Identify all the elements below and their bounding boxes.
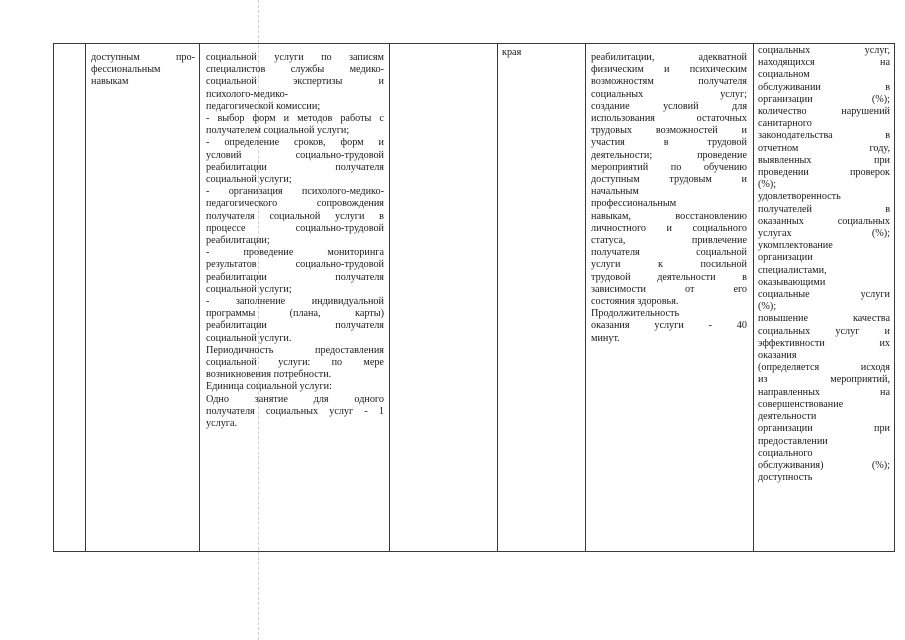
- text-line: (определяется исходя: [758, 362, 890, 374]
- text-line: социальной экспертизы и: [206, 76, 384, 88]
- text-line: навыкам, восстановлению: [591, 210, 747, 222]
- text-line: профессиональным: [591, 198, 677, 210]
- text-line: создание условий для: [591, 100, 747, 112]
- text-line: социальных услуг;: [591, 88, 747, 100]
- text-line: Продолжительность: [591, 308, 680, 320]
- text-line: удовлетворенность: [758, 191, 841, 203]
- text-line: статуса, привлечение: [591, 235, 747, 247]
- text-line: организации при: [758, 423, 890, 435]
- text-line: социальных услуг и: [758, 325, 890, 337]
- text-line: реабилитации, адекватной: [591, 52, 747, 63]
- text-line: (%);: [758, 179, 777, 191]
- text-line: личностного и социального: [591, 222, 747, 234]
- text-line: результатов социально-трудовой: [206, 259, 384, 271]
- text-line: - заполнение индивидуальной: [206, 296, 384, 308]
- text-line: программы (плана, карты): [206, 308, 384, 320]
- text-line: реабилитации получателя: [206, 161, 384, 173]
- text-line: получателя социальной услуги в: [206, 210, 384, 222]
- text-line: повышение качества: [758, 313, 890, 325]
- text-line: социальных услуг,: [758, 45, 890, 56]
- cell-rehabilitation-goals: [591, 52, 747, 345]
- text-line: социального: [758, 447, 813, 459]
- cell-quality-indicators: [758, 45, 890, 484]
- text-line: укомплектование: [758, 240, 833, 252]
- text-line: получателем социальной услуги;: [206, 125, 350, 137]
- text-line: направленных на: [758, 386, 890, 398]
- text-line: условий социально-трудовой: [206, 149, 384, 161]
- cell-service-content: [206, 52, 384, 430]
- text-line: состояния здоровья.: [591, 296, 679, 308]
- text-line: отчетном году,: [758, 142, 890, 154]
- text-line: социальной услуги по записям: [206, 52, 384, 63]
- text-line: специалистов службы медико-: [206, 64, 384, 76]
- text-line: оказанных социальных: [758, 215, 890, 227]
- text-line: - организация психолого-медико-: [206, 186, 384, 198]
- text-line: проведении проверок: [758, 167, 890, 179]
- text-line: получателя социальных услуг - 1: [206, 405, 384, 417]
- column-border: [389, 43, 390, 552]
- text-line: специалистами,: [758, 264, 827, 276]
- text-line: возникновения потребности.: [206, 369, 332, 381]
- text-line: социальной услуги.: [206, 332, 292, 344]
- text-line: количество нарушений: [758, 106, 890, 118]
- text-line: обслуживании в: [758, 81, 890, 93]
- text-line: начальным: [591, 186, 639, 198]
- text-line: процессе социально-трудовой: [206, 222, 384, 234]
- text-line: социальной услуги: по мере: [206, 357, 384, 369]
- text-line: эффективности их: [758, 337, 890, 349]
- text-line: услуги к посильной: [591, 259, 747, 271]
- text-line: реабилитации получателя: [206, 320, 384, 332]
- text-line: доступность: [758, 472, 813, 484]
- text-line: социальной услуги;: [206, 283, 292, 295]
- column-border: [753, 43, 754, 552]
- text-line: Одно занятие для одного: [206, 393, 384, 405]
- text-line: получателя социальной: [591, 247, 747, 259]
- text-line: деятельности; проведение: [591, 149, 747, 161]
- column-border: [497, 43, 498, 552]
- text-line: трудовой деятельности в: [591, 271, 747, 283]
- text-line: мероприятий по обучению: [591, 161, 747, 173]
- text-line: услугах (%);: [758, 228, 890, 240]
- text-line: края: [502, 47, 522, 58]
- text-line: Периодичность предоставления: [206, 344, 384, 356]
- table-bottom-border: [53, 551, 895, 552]
- text-line: доступным трудовым и: [591, 174, 747, 186]
- text-line: социальные услуги: [758, 289, 890, 301]
- text-line: совершенствование: [758, 398, 844, 410]
- text-line: обслуживания) (%);: [758, 459, 890, 471]
- text-line: навыкам: [91, 76, 129, 88]
- column-border: [894, 43, 895, 552]
- text-line: социальной услуги;: [206, 174, 292, 186]
- text-line: услуга.: [206, 418, 238, 430]
- text-line: социальном: [758, 69, 810, 81]
- text-line: предоставлении: [758, 435, 828, 447]
- text-line: оказывающими: [758, 276, 826, 288]
- column-border: [585, 43, 586, 552]
- column-border: [85, 43, 86, 552]
- text-line: оказания услуги - 40: [591, 320, 747, 332]
- text-line: минут.: [591, 332, 620, 344]
- text-line: санитарного: [758, 118, 812, 130]
- cell-skills: [91, 52, 195, 89]
- text-line: фессиональным: [91, 64, 161, 76]
- text-line: зависимости от его: [591, 283, 747, 295]
- text-line: возможностям получателя: [591, 76, 747, 88]
- cell-region: [502, 47, 580, 59]
- text-line: находящихся на: [758, 57, 890, 69]
- services-table: [53, 43, 895, 552]
- text-line: организации (%);: [758, 93, 890, 105]
- column-border: [53, 43, 54, 552]
- text-line: педагогической комиссии;: [206, 100, 321, 112]
- text-line: реабилитации;: [206, 235, 270, 247]
- text-line: законодательства в: [758, 130, 890, 142]
- text-line: реабилитации получателя: [206, 271, 384, 283]
- text-line: Единица социальной услуги:: [206, 381, 332, 393]
- text-line: педагогического сопровождения: [206, 198, 384, 210]
- table-top-border: [53, 43, 895, 44]
- text-line: - выбор форм и методов работы с: [206, 113, 384, 125]
- text-line: деятельности: [758, 411, 817, 423]
- text-line: оказания: [758, 350, 797, 362]
- column-border: [199, 43, 200, 552]
- text-line: использования остаточных: [591, 113, 747, 125]
- text-line: получателей в: [758, 203, 890, 215]
- text-line: трудовых возможностей и: [591, 125, 747, 137]
- text-line: физическим и психическим: [591, 64, 747, 76]
- text-line: организации: [758, 252, 813, 264]
- text-line: выявленных при: [758, 154, 890, 166]
- text-line: участия в трудовой: [591, 137, 747, 149]
- text-line: доступным про-: [91, 52, 195, 63]
- text-line: - определение сроков, форм и: [206, 137, 384, 149]
- text-line: психолого-медико-: [206, 88, 289, 100]
- text-line: (%);: [758, 301, 777, 313]
- text-line: - проведение мониторинга: [206, 247, 384, 259]
- text-line: из мероприятий,: [758, 374, 890, 386]
